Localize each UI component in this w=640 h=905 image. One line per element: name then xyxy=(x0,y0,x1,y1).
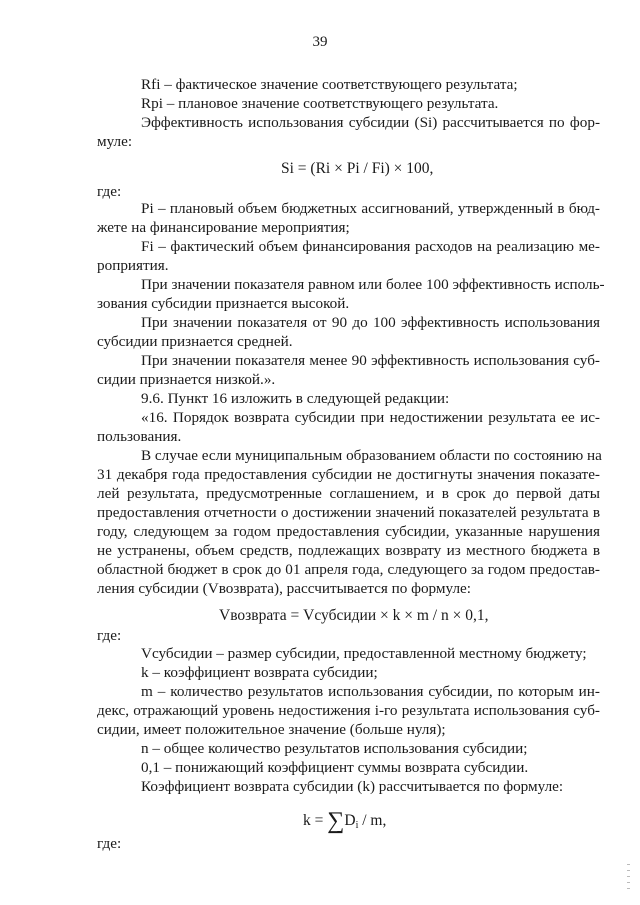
formula-k xyxy=(303,808,386,835)
formula-k-subscript: i xyxy=(355,820,359,831)
formula-k-lhs: k = xyxy=(303,812,324,829)
text-line: пользования. xyxy=(97,428,182,445)
text-line: 0,1 – понижающий коэффициент суммы возврата субсидии. xyxy=(141,759,529,776)
text-line: Pi – плановый объем бюджетных ассигнований, утвержденный в бюд- xyxy=(141,200,600,217)
text-line: Rfi – фактическое значение соответствующего результата; xyxy=(141,76,518,93)
text-line: Rpi – плановое значение соответствующего результата. xyxy=(141,95,499,112)
text-line: сидии, имеет положительное значение (больше нуля); xyxy=(97,721,446,738)
text-line: 9.6. Пункт 16 изложить в следующей редакции: xyxy=(141,390,450,407)
text-line: лей результата, предусмотренные соглашением, и в срок до первой даты xyxy=(97,485,600,502)
text-line: Vсубсидии – размер субсидии, предоставленной местному бюджету; xyxy=(141,645,587,662)
page-number: 39 xyxy=(312,34,328,50)
text-line: где: xyxy=(97,627,122,644)
text-line: m – количество результатов использования субсидии, по которым ин- xyxy=(141,683,600,700)
text-line: областной бюджет в срок до 01 апреля года, следующего за годом предостав- xyxy=(97,561,600,578)
formula-k-rest: / m, xyxy=(358,812,387,829)
text-line: году, следующем за годом предоставления субсидии, указанные нарушения xyxy=(97,523,600,540)
text-line: «16. Порядок возврата субсидии при недостижении результата ее ис- xyxy=(141,409,600,426)
text-line: ления субсидии (Vвозврата), рассчитывается по формуле: xyxy=(97,580,471,597)
text-line: При значении показателя менее 90 эффективность использования суб- xyxy=(141,352,600,369)
text-line: сидии признается низкой.». xyxy=(97,371,276,388)
text-line: Fi – фактический объем финансирования расходов на реализацию ме- xyxy=(141,238,600,255)
text-line: Эффективность использования субсидии (Si) рассчитывается по фор- xyxy=(141,114,600,131)
scan-artifact xyxy=(627,864,630,894)
text-line: не устранены, объем средств, подлежащих возврату из местного бюджета в xyxy=(97,542,600,559)
text-line: Коэффициент возврата субсидии (k) рассчитывается по формуле: xyxy=(141,778,564,795)
sum-sign: ∑ xyxy=(327,808,345,834)
text-line: декс, отражающий уровень недостижения i-го результата использования суб- xyxy=(97,702,600,719)
text-line: где: xyxy=(97,835,122,852)
formula-k-d: D xyxy=(344,812,356,829)
text-line: жете на финансирование мероприятия; xyxy=(97,219,350,236)
text-line: 31 декабря года предоставления субсидии не достигнуты значения показате- xyxy=(97,466,600,483)
formula-si: Si = (Ri × Pi / Fi) × 100, xyxy=(281,160,434,177)
text-line: муле: xyxy=(97,133,133,150)
formula-v: Vвозврата = Vсубсидии × k × m / n × 0,1, xyxy=(219,607,489,624)
text-line: k – коэффициент возврата субсидии; xyxy=(141,664,378,681)
text-line: роприятия. xyxy=(97,257,169,274)
text-line: n – общее количество результатов использования субсидии; xyxy=(141,740,528,757)
text-line: При значении показателя равном или более 100 эффективность исполь- xyxy=(141,276,605,293)
text-line: При значении показателя от 90 до 100 эффективность использования xyxy=(141,314,600,331)
text-line: где: xyxy=(97,183,122,200)
text-line: В случае если муниципальным образованием области по состоянию на xyxy=(141,447,602,464)
text-line: предоставления отчетности о достижении значений показателей результата в xyxy=(97,504,600,521)
text-line: субсидии признается средней. xyxy=(97,333,293,350)
text-line: зования субсидии признается высокой. xyxy=(97,295,350,312)
